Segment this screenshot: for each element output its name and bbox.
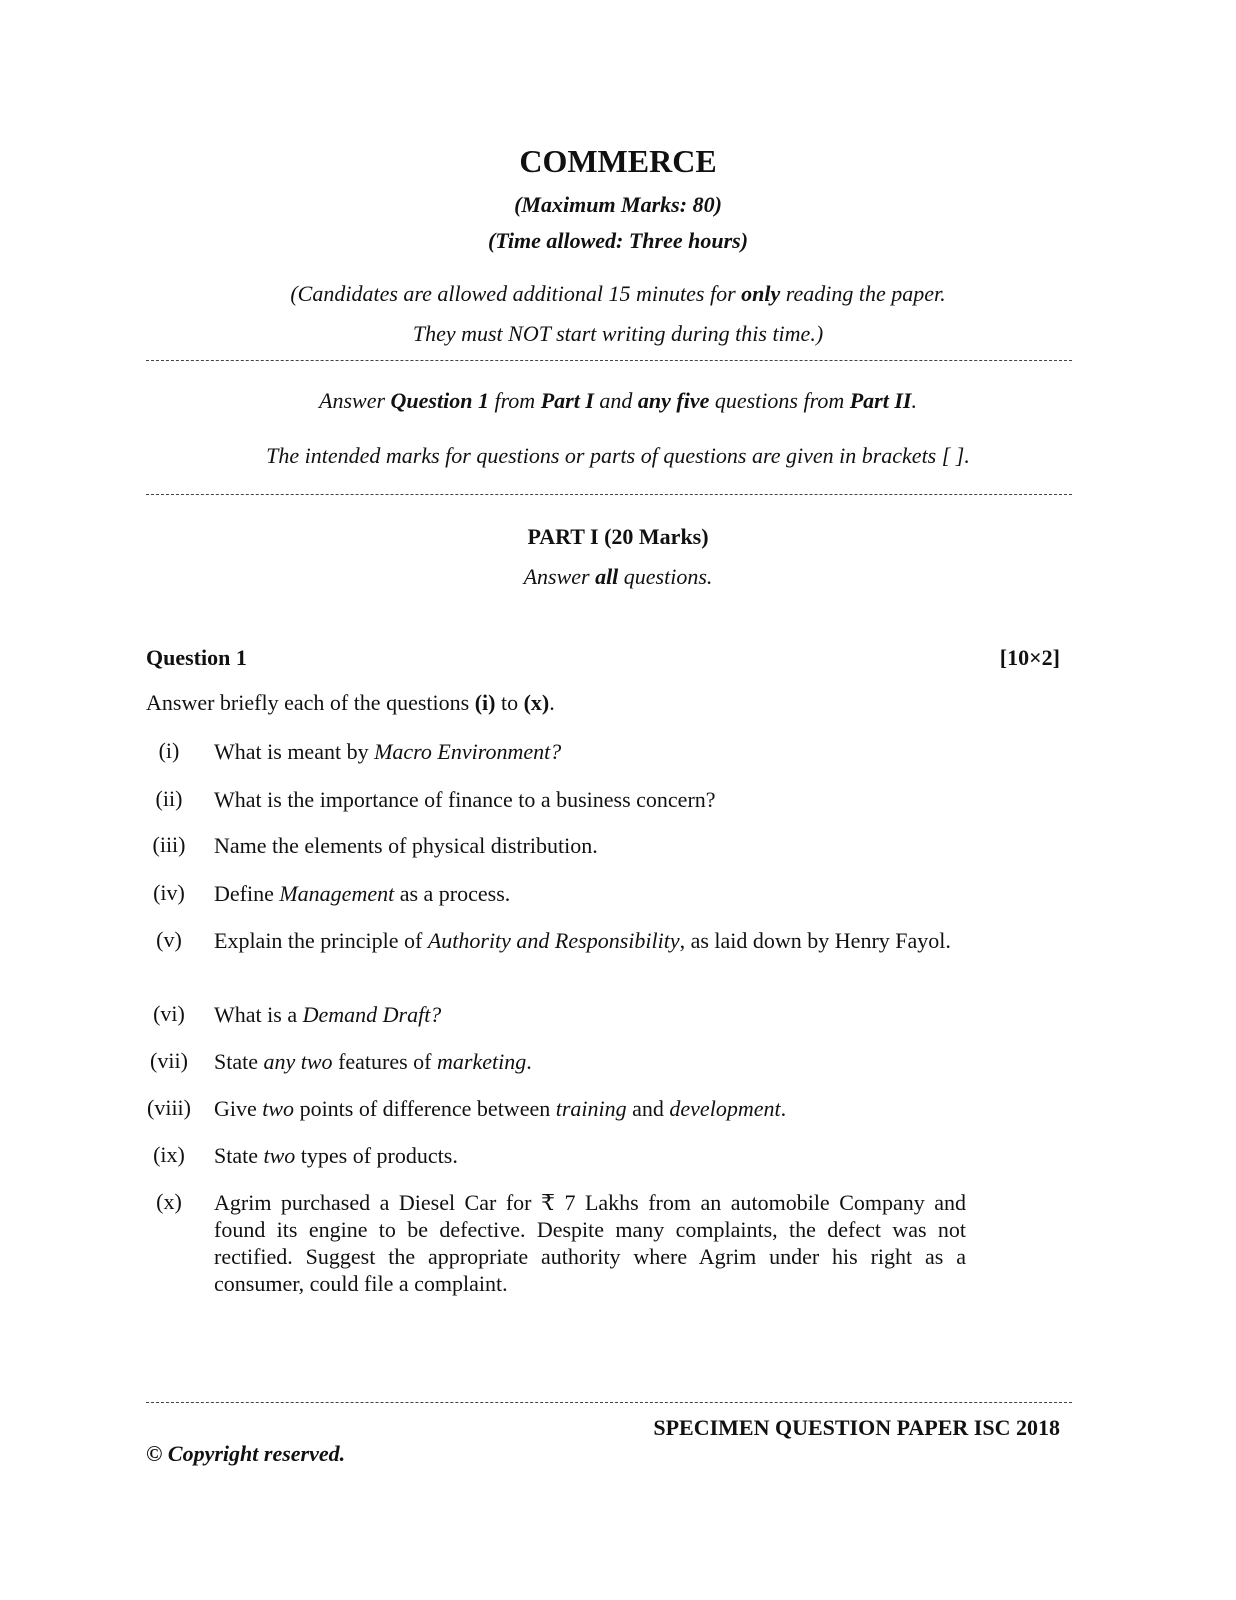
part-subtitle-emphasis: all [595, 564, 619, 589]
item-text-italic: Demand Draft? [302, 1002, 442, 1027]
item-text-italic: two [263, 1143, 296, 1168]
reading-note-line2: They must NOT start writing during this time.) [412, 321, 824, 346]
instruction-part: Answer [319, 388, 391, 413]
item-text-part: What is a [214, 1002, 303, 1027]
item-text-part: and [626, 1096, 670, 1121]
item-text-part: State [214, 1143, 264, 1168]
item-text-italic: Authority and Responsibility [427, 928, 680, 953]
footer-divider [146, 1402, 1072, 1403]
copyright-notice: © Copyright reserved. [146, 1441, 346, 1466]
item-text-italic: marketing [437, 1049, 527, 1074]
reading-note-line1 [0, 281, 1236, 307]
item-text [214, 1095, 966, 1122]
item-number: (ii) [155, 786, 183, 811]
instruction-part: and [593, 388, 638, 413]
item-number: (ix) [153, 1142, 185, 1167]
time-allowed: (Time allowed: Three hours) [487, 228, 749, 253]
instruction-part: questions from [709, 388, 850, 413]
divider [146, 494, 1072, 495]
part-subtitle-part: questions. [618, 564, 713, 589]
marks-note: The intended marks for questions or parts of questions are given in brackets [ ]. [266, 443, 970, 468]
divider [146, 360, 1072, 361]
item-text-italic: development [669, 1096, 781, 1121]
item-number: (iv) [153, 880, 185, 905]
reading-note-emphasis: only [741, 281, 781, 306]
item-text-part: as a process. [394, 881, 511, 906]
instruction-emphasis: Part I [540, 388, 594, 413]
item-text-part: State [214, 1049, 264, 1074]
item-text: Agrim purchased a Diesel Car for ₹ 7 Lakhs from an automobile Company and found its engine to be defective. Despite many complaints, the defect was not rectified. Suggest the appropriate authority where Agrim under his right as a consumer, could file a complaint. [214, 1190, 966, 1296]
part-subtitle [0, 564, 1236, 590]
footer-paper-title: SPECIMEN QUESTION PAPER ISC 2018 [653, 1415, 1060, 1440]
question-marks: [10×2] [999, 645, 1060, 670]
instruction-part: from [488, 388, 541, 413]
part-title: PART I (20 Marks) [527, 524, 709, 549]
question-heading: Question 1 [146, 645, 247, 670]
item-text-part: Explain the principle of [214, 928, 428, 953]
item-text [214, 738, 966, 765]
item-text [214, 1142, 966, 1169]
reading-note-part: (Candidates are allowed additional 15 minutes for [290, 281, 742, 306]
item-text-italic: training [555, 1096, 627, 1121]
instruction-emphasis: any five [637, 388, 710, 413]
part-subtitle-part: Answer [523, 564, 596, 589]
reading-note-part: reading the paper. [780, 281, 946, 306]
item-number: (iii) [152, 832, 186, 857]
item-text-italic: any two [263, 1049, 333, 1074]
item-text-part: . [526, 1049, 532, 1074]
item-text-part: Give [214, 1096, 263, 1121]
paper-title: COMMERCE [519, 143, 717, 179]
item-text-italic: two [262, 1096, 295, 1121]
question-intro [146, 690, 555, 716]
item-text-part: . [780, 1096, 787, 1121]
intro-emphasis: (x) [523, 690, 550, 715]
instruction-emphasis: Question 1 [390, 388, 489, 413]
item-number: (vii) [150, 1048, 188, 1073]
item-text [214, 927, 966, 954]
item-text: Name the elements of physical distribution. [214, 833, 598, 858]
item-text-part: features of [332, 1049, 438, 1074]
item-number: (viii) [147, 1095, 191, 1120]
item-text: What is the importance of finance to a business concern? [214, 787, 716, 812]
item-text-part: Define [214, 881, 280, 906]
item-number: (v) [156, 927, 182, 952]
item-text-part: types of products. [295, 1143, 458, 1168]
item-number: (i) [158, 738, 180, 763]
item-text [214, 1001, 966, 1028]
item-text [214, 1048, 966, 1075]
max-marks: (Maximum Marks: 80) [514, 192, 722, 217]
item-text-part: What is meant by [214, 739, 375, 764]
intro-part: to [495, 690, 524, 715]
instruction-emphasis: Part II [849, 388, 912, 413]
intro-part: Answer briefly each of the questions [146, 690, 475, 715]
item-text-part: points of difference between [294, 1096, 556, 1121]
item-text [214, 880, 966, 907]
instruction-part: . [911, 388, 917, 413]
item-number: (x) [156, 1189, 182, 1214]
item-text-part: , as laid down by Henry Fayol. [679, 928, 951, 953]
answer-instruction [0, 388, 1236, 414]
item-text-italic: Macro Environment? [374, 739, 562, 764]
item-number: (vi) [153, 1001, 185, 1026]
item-text-italic: Management [279, 881, 395, 906]
intro-part: . [549, 690, 555, 715]
intro-emphasis: (i) [474, 690, 496, 715]
